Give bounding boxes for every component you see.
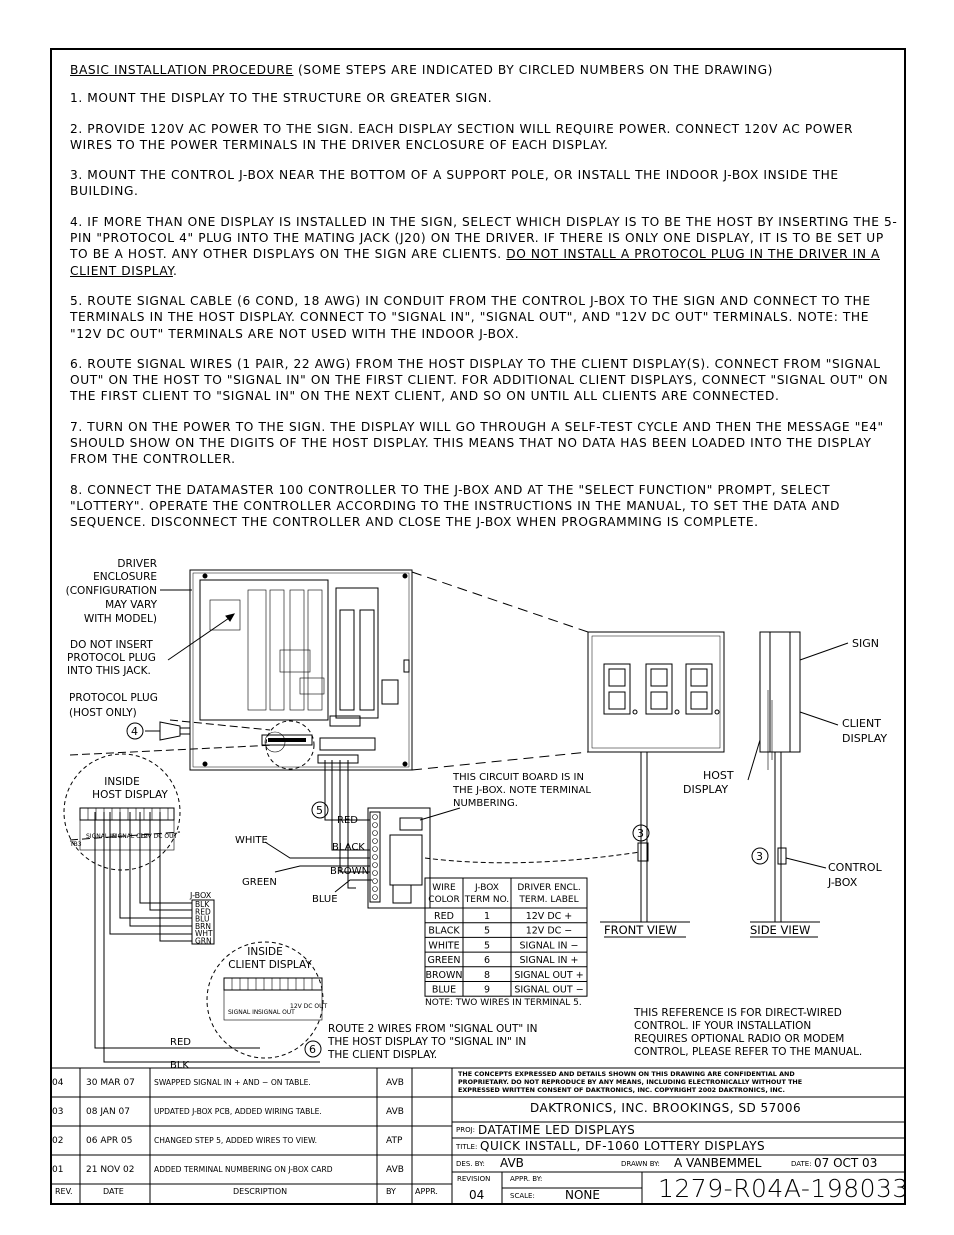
digit-1 — [604, 664, 637, 714]
jbox-terminal — [373, 855, 378, 860]
revision-cell: SWAPPED SIGNAL IN + AND − ON TABLE. — [154, 1078, 311, 1087]
notes-heading: BASIC INSTALLATION PROCEDURE (SOME STEPS ARE INDICATED BY CIRCLED NUMBERS ON THE DRAWING) — [70, 63, 774, 77]
digit-dot — [675, 710, 679, 714]
revision-cell: 02 — [52, 1136, 64, 1146]
step-2: 2. PROVIDE 120V AC POWER TO THE SIGN. EACH DISPLAY SECTION WILL REQUIRE POWER. CONNECT 120V AC POWER WIRES TO THE POWER TERMINALS IN THE DRIVER ENCLOSURE OF EACH DISPLAY. — [70, 121, 854, 152]
seven-segment-digits — [604, 664, 719, 714]
svg-text:REQUIRES OPTIONAL RADIO OR MOD: REQUIRES OPTIONAL RADIO OR MODEM — [634, 1033, 845, 1045]
step-8: 8. CONNECT THE DATAMASTER 100 CONTROLLER TO THE J-BOX AND AT THE "SELECT FUNCTION" PROMPT, SELECT "LOTTERY". OPERATE THE CONTROLLER ACCORDING TO THE INSTRUCTIONS IN THE MANUAL, TO SET THE DATA AND SEQUENCE. DISCONNECT THE CONTROLLER AND CLOSE THE J-BOX WHEN PROGRAMMING IS COMPLETE. — [70, 482, 841, 530]
wire-table-cell: SIGNAL OUT − — [514, 984, 584, 996]
wire-white-label: WHITE — [235, 835, 268, 846]
svg-text:DISPLAY: DISPLAY — [842, 732, 888, 745]
revision-cell: UPDATED J-BOX PCB, ADDED WIRING TABLE. — [154, 1107, 322, 1116]
svg-text:CONTROL, PLEASE REFER TO THE M: CONTROL, PLEASE REFER TO THE MANUAL. — [634, 1046, 863, 1058]
wire-table-cell: SIGNAL IN + — [519, 955, 579, 967]
route-note: ROUTE 2 WIRES FROM "SIGNAL OUT" IN — [328, 1023, 538, 1035]
svg-text:DISPLAY: DISPLAY — [683, 783, 729, 796]
step-5: 5. ROUTE SIGNAL CABLE (6 COND, 18 AWG) IN CONDUIT FROM THE CONTROL J-BOX TO THE SIGN AND CONNECT TO THE TERMINALS IN THE HOST DISPLAY. CONNECT TO "SIGNAL IN", "SIGNAL OUT", AND "12V DC OUT" TERMINALS. NOTE: THE "12V DC OUT" TERMINALS ARE NOT USED WITH THE INDOOR J-BOX. — [70, 293, 871, 341]
wire-table-cell: 9 — [483, 984, 491, 996]
side-view-label: SIDE VIEW — [750, 923, 811, 937]
wire-table-cell: 12V DC − — [525, 925, 573, 937]
svg-text:SIGNAL OUT: SIGNAL OUT — [258, 1009, 295, 1016]
jbox-terminal — [373, 879, 378, 884]
wire-table-header: TERM NO. — [464, 895, 510, 905]
jbox-terminal — [373, 863, 378, 868]
side-pole — [775, 752, 781, 922]
revision-cell: AVB — [386, 1165, 404, 1175]
wire-table-header: J-BOX — [475, 883, 499, 893]
svg-text:J-BOX: J-BOX — [828, 876, 858, 889]
no-insert-warning: DO NOT INSERT — [70, 639, 153, 651]
revision-cell: 08 JAN 07 — [86, 1107, 131, 1117]
revision-table — [50, 1068, 452, 1205]
wire-table-cell: SIGNAL OUT + — [514, 969, 584, 981]
digit-2 — [646, 664, 679, 714]
revision-cell: 21 NOV 02 — [86, 1165, 135, 1175]
drawing-date: 07 OCT 03 — [814, 1156, 878, 1170]
jbox-term-red: RED — [195, 907, 211, 917]
inside-client-label: INSIDE — [247, 946, 283, 958]
svg-text:6: 6 — [309, 1043, 316, 1056]
jbox-terminal — [373, 831, 378, 836]
revision-cell: ATP — [386, 1136, 403, 1146]
revision-cell: 06 APR 05 — [86, 1136, 133, 1146]
designed-by: AVB — [500, 1156, 524, 1170]
svg-text:8.8.8: 8.8.8 — [656, 700, 659, 701]
client-display-label: CLIENT — [842, 717, 881, 730]
jbox-terminal — [373, 887, 378, 892]
revision-cell: CHANGED STEP 5, ADDED WIRES TO VIEW. — [154, 1136, 318, 1145]
wire-table-cell: SIGNAL IN − — [519, 940, 579, 952]
project: DATATIME LED DISPLAYS — [478, 1123, 636, 1137]
protocol-plug — [145, 722, 190, 740]
client-terminal-block — [224, 978, 322, 990]
wire-table-header: TERM. LABEL — [519, 895, 579, 905]
svg-text:THE J-BOX. NOTE TERMINAL: THE J-BOX. NOTE TERMINAL — [453, 785, 591, 796]
wire-table — [425, 878, 587, 996]
host-display-label: HOST — [703, 769, 734, 782]
revision-cell: 01 — [52, 1165, 64, 1175]
svg-text:5: 5 — [316, 804, 323, 817]
svg-text:HOST DISPLAY: HOST DISPLAY — [92, 789, 168, 801]
wire-green-label: GREEN — [242, 877, 277, 888]
wire-table-header: WIRE — [432, 883, 456, 893]
wire-brown-label: BROWN — [330, 866, 370, 877]
svg-text:(CONFIGURATION: (CONFIGURATION — [65, 585, 157, 597]
sign-label: SIGN — [852, 637, 879, 650]
revision-cell: 04 — [52, 1078, 64, 1088]
inside-host-display-callout — [64, 754, 180, 870]
svg-text:(HOST ONLY): (HOST ONLY) — [69, 707, 137, 719]
wire-table-cell: GREEN — [427, 955, 461, 967]
wire-table-cell: 12V DC + — [525, 911, 573, 922]
svg-text:3: 3 — [637, 827, 644, 840]
wire-table-header: DRIVER ENCL. — [517, 883, 581, 893]
title-block: 04 30 MAR 07 SWAPPED SIGNAL IN + AND − ON TABLE. AVB 03 08 JAN 07 UPDATED J-BOX PCB, ADDED WIRING TABLE. AVB 02 06 APR 05 CHANGED STEP 5, ADDED WIRES TO VIEW. ATP 01 21 NOV 02 ADDED TERMINAL NUMBERING ON J-BOX CARD AVB REV. DATE DESCRIPTION BY APPR. THE CONCEPTS EXPRESSED AND DETAILS SHOWN ON THIS DRAWING ARE CONFIDENTIAL AND PROPRIETARY. DO NOT REPRODUCE BY ANY MEANS, INCLUDING ELECTRONICALLY WITHOUT THE EXPRESSED WRITTEN CONSENT OF DAKTRONICS, INC. COPYRIGHT 2002 DAKTRONICS, INC. DAKTRONICS, INC. BROOKINGS, SD 57006 PROJ: DATATIME LED DISPLAYS TITLE: QUICK INSTALL, DF-1060 LOTTERY DISPLAYS DES. BY: AVB DRAWN BY: A VANBEMMEL DATE: 07 OCT 03 REVISION 04 APPR. BY: SCALE: NONE 1279-R04A-198033 — [52, 1070, 909, 1203]
jbox-term-grn: GRN — [195, 936, 212, 946]
svg-text:4: 4 — [131, 725, 138, 738]
drawing-number: 1279-R04A-198033 — [658, 1174, 909, 1203]
table-note: NOTE: TWO WIRES IN TERMINAL 5. — [425, 998, 582, 1008]
wire-table-cell: 1 — [483, 911, 491, 922]
svg-text:NUMBERING.: NUMBERING. — [453, 798, 518, 809]
digit-dot — [715, 710, 719, 714]
front-view-label: FRONT VIEW — [604, 923, 677, 937]
inside-host-label: INSIDE — [104, 776, 140, 788]
svg-text:12V DC OUT: 12V DC OUT — [290, 1003, 328, 1010]
drawing-title: QUICK INSTALL, DF-1060 LOTTERY DISPLAYS — [480, 1139, 766, 1153]
jbox-terminal — [373, 871, 378, 876]
revision-number: 04 — [469, 1188, 485, 1202]
svg-text:3: 3 — [756, 850, 763, 863]
jbox-label: J-BOX — [190, 891, 212, 900]
svg-text:PROTOCOL PLUG: PROTOCOL PLUG — [67, 652, 156, 664]
confidential-notice: THE CONCEPTS EXPRESSED AND DETAILS SHOWN ON THIS DRAWING ARE CONFIDENTIAL AND PROPRIETARY. DO NOT REPRODUCE BY ANY MEANS, INCLUDING ELECTRONICALLY WITHOUT THE EXPRESSED WRITTEN CONSENT OF DAKTRONICS, INC. COPYRIGHT 2002 DAKTRONICS, INC. — [458, 1070, 803, 1094]
revision-cell: ADDED TERMINAL NUMBERING ON J-BOX CARD — [154, 1165, 333, 1174]
jbox-terminal — [373, 847, 378, 852]
step-6: 6. ROUTE SIGNAL WIRES (1 PAIR, 22 AWG) FROM THE HOST DISPLAY TO THE CLIENT DISPLAY(S). CONNECT FROM "SIGNAL OUT" ON THE HOST TO "SIGNAL IN" ON THE FIRST CLIENT. FOR ADDITIONAL CLIENT DISPLAYS, CONNECT "SIGNAL OUT" ON THE FIRST CLIENT TO "SIGNAL IN" ON THE NEXT CLIENT, AND SO ON UNTIL ALL CLIENTS ARE CONNECTED. — [70, 356, 889, 404]
svg-text:SIGNAL IN: SIGNAL IN — [86, 833, 117, 840]
svg-text:INTO THIS JACK.: INTO THIS JACK. — [67, 665, 151, 677]
svg-text:CLIENT DISPLAY: CLIENT DISPLAY — [228, 959, 312, 971]
step-7: 7. TURN ON THE POWER TO THE SIGN. THE DISPLAY WILL GO THROUGH A SELF-TEST CYCLE AND THEN THE MESSAGE "E4" SHOULD SHOW ON THE DIGITS OF THE HOST DISPLAY. THIS MEANS THAT NO DATA HAS BEEN LOADED INTO THE DISPLAY FROM THE CONTROLLER. — [70, 419, 884, 467]
rev-header: REV. — [55, 1187, 73, 1196]
wire-table-header: COLOR — [428, 895, 460, 905]
circuit-note: THIS CIRCUIT BOARD IS IN — [453, 772, 584, 783]
digit-3 — [686, 664, 719, 714]
step-4: 4. IF MORE THAN ONE DISPLAY IS INSTALLED IN THE SIGN, SELECT WHICH DISPLAY IS TO BE THE HOST BY INSERTING THE 5-PIN "PROTOCOL 4" PLUG INTO THE MATING JACK (J20) ON THE DRIVER. IF THERE IS ONLY ONE DISPLAY, IT IS TO BE SET UP TO BE A HOST. ANY OTHER DISPLAYS ON THE SIGN ARE CLIENTS. DO NOT INSTALL A PROTOCOL PLUG IN THE DRIVER IN A CLIENT DISPLAY. — [70, 214, 898, 278]
wire-table-cell: BLUE — [431, 984, 457, 996]
wire-table-cell: BLACK — [428, 925, 460, 937]
wire-table-cell: RED — [434, 911, 454, 922]
jbox-terminal — [373, 823, 378, 828]
terminal-strip — [320, 738, 375, 750]
svg-text:WITH MODEL): WITH MODEL) — [83, 613, 157, 625]
svg-text:12V DC OUT: 12V DC OUT — [140, 833, 178, 840]
driver-label: DRIVER — [117, 558, 157, 570]
svg-text:CONTROL. IF YOUR INSTALLATION: CONTROL. IF YOUR INSTALLATION — [634, 1020, 812, 1032]
sign-side — [760, 632, 800, 752]
wire-blue-label: BLUE — [312, 894, 338, 905]
svg-text:SIGNAL IN: SIGNAL IN — [228, 1009, 259, 1016]
scale: NONE — [565, 1188, 600, 1202]
svg-text:MAY VARY: MAY VARY — [105, 599, 157, 611]
reference-note: THIS REFERENCE IS FOR DIRECT-WIRED — [634, 1007, 842, 1019]
wire-red-label: RED — [337, 815, 358, 826]
svg-text:ENCLOSURE: ENCLOSURE — [93, 571, 157, 583]
control-jbox-label: CONTROL — [828, 861, 882, 874]
revision-cell: AVB — [386, 1107, 404, 1117]
revision-cell: 03 — [52, 1107, 64, 1117]
wire-table-cell: BROWN — [425, 969, 463, 981]
wire-table-cell: WHITE — [428, 940, 460, 952]
wire-black-label: BLACK — [332, 842, 365, 853]
svg-text:THE CLIENT DISPLAY.: THE CLIENT DISPLAY. — [328, 1049, 438, 1061]
wire-table-cell: 5 — [483, 925, 491, 937]
jbox-terminal — [373, 815, 378, 820]
revision-cell: AVB — [386, 1078, 404, 1088]
wire-table-cell: 6 — [483, 955, 491, 967]
wire-table-cell: 5 — [483, 940, 491, 952]
jbox-terminal — [373, 839, 378, 844]
digit-dot — [633, 710, 637, 714]
drawn-by: A VANBEMMEL — [674, 1156, 762, 1170]
revision-cell: 30 MAR 07 — [86, 1078, 135, 1088]
client-red-label: RED — [170, 1037, 191, 1048]
svg-text:SIGNAL OUT: SIGNAL OUT — [112, 833, 149, 840]
step-1: 1. MOUNT THE DISPLAY TO THE STRUCTURE OR GREATER SIGN. — [70, 91, 493, 106]
client-blk-label: BLK — [170, 1060, 189, 1071]
jbox-terminal — [373, 895, 378, 900]
wire-table-cell: 8 — [483, 969, 491, 981]
svg-text:THE HOST DISPLAY TO "SIGNAL IN: THE HOST DISPLAY TO "SIGNAL IN" IN — [328, 1036, 527, 1048]
company: DAKTRONICS, INC. BROOKINGS, SD 57006 — [530, 1101, 802, 1115]
jbox-term-wht: WHT — [195, 929, 213, 939]
tb3-label: TB3 — [70, 841, 82, 848]
step-3: 3. MOUNT THE CONTROL J-BOX NEAR THE BOTTOM OF A SUPPORT POLE, OR INSTALL THE INDOOR J-BOX INSIDE THE BUILDING. — [70, 168, 839, 199]
protocol-plug-label: PROTOCOL PLUG — [69, 692, 158, 704]
jbox-term-blu: BLU — [195, 914, 210, 924]
jbox-term-blk: BLK — [195, 900, 210, 909]
jbox-term-brn: BRN — [195, 921, 211, 931]
